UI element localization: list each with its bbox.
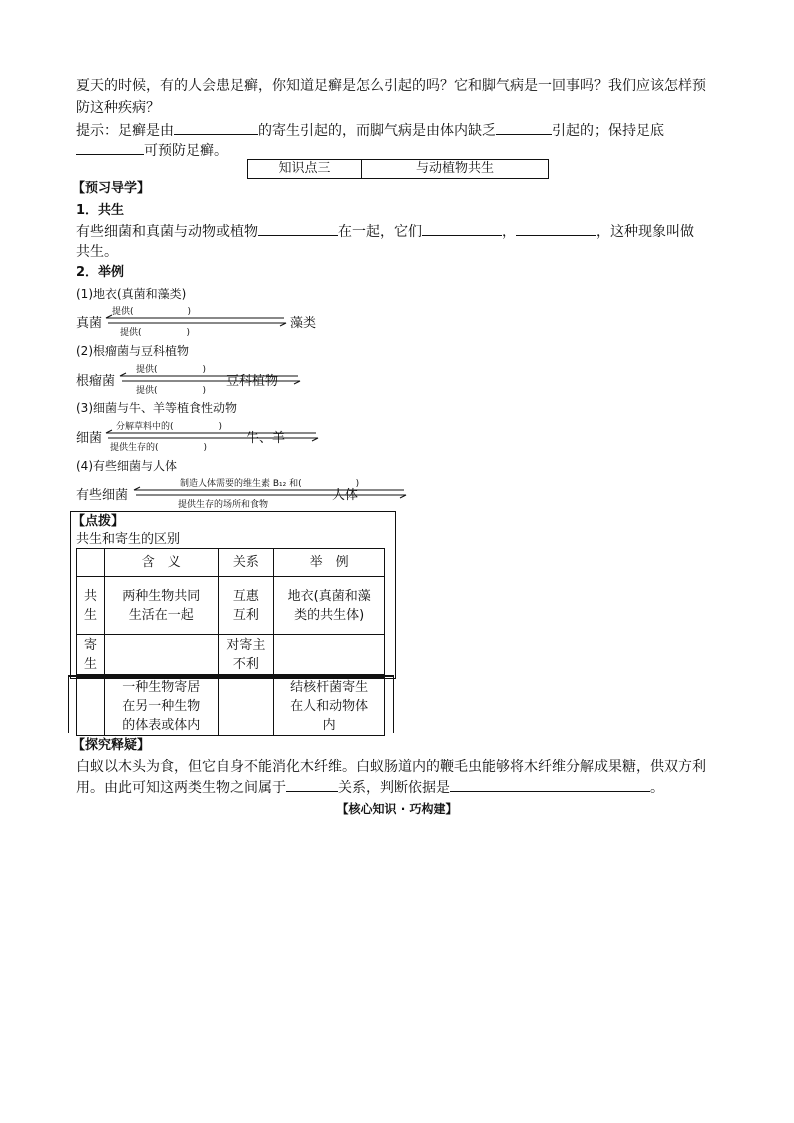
symbiosis-definition-line xyxy=(76,221,694,242)
explore-text-a: 用。由此可知这两类生物之间属于 xyxy=(76,780,286,796)
table-row xyxy=(77,678,385,736)
example4-right: 人体 xyxy=(332,488,359,503)
comparison-table-continued xyxy=(76,677,385,736)
example3-right: 牛、羊 xyxy=(246,431,286,446)
preview-heading: 【预习导学】 xyxy=(72,181,151,196)
intro-hint-line2 xyxy=(76,140,228,161)
example2-title: (2)根瘤菌与豆科植物 xyxy=(76,344,189,358)
hint-text-a: 提示：足癣是由 xyxy=(76,123,174,139)
intro-question-line1: 夏天的时候，有的人会患足癣，你知道足癣是怎么引起的吗？它和脚气病是一回事吗？我们应该怎样预 xyxy=(76,78,706,94)
answer-blank[interactable] xyxy=(496,120,552,135)
hint-text-c: 引起的；保持足底 xyxy=(552,123,664,139)
table-cell xyxy=(77,549,105,577)
answer-blank[interactable] xyxy=(174,120,258,135)
table-row xyxy=(77,577,385,635)
example2-top-label: 提供( ) xyxy=(136,365,207,375)
example1-right: 藻类 xyxy=(290,316,317,331)
example2-bottom-label: 提供( ) xyxy=(136,386,207,396)
def-text-c: ， xyxy=(502,224,516,240)
def-text-b: 在一起，它们 xyxy=(338,224,422,240)
table-cell: 互惠 互利 xyxy=(218,577,274,635)
example4-top-label: 制造人体需要的维生素 B₁₂ 和( ) xyxy=(180,479,360,489)
example4-left: 有些细菌 xyxy=(76,488,129,503)
table-row xyxy=(77,635,385,675)
example4-title: (4)有些细菌与人体 xyxy=(76,459,177,473)
example1-bottom-label: 提供( ) xyxy=(120,328,191,338)
table-cell: 两种生物共同 生活在一起 xyxy=(104,577,218,635)
table-cell xyxy=(104,635,218,675)
table-header: 含 义 xyxy=(104,549,218,577)
example3-title: (3)细菌与牛、羊等植食性动物 xyxy=(76,401,237,415)
knowledge-point-label: 知识点三 xyxy=(248,160,362,178)
explore-text-b: 关系，判断依据是 xyxy=(338,780,450,796)
intro-question-line2: 防这种疾病？ xyxy=(76,100,160,116)
table-border xyxy=(68,677,69,733)
table-header: 举 例 xyxy=(274,549,385,577)
example3-bottom-label: 提供生存的( ) xyxy=(110,443,208,453)
answer-blank[interactable] xyxy=(258,221,338,236)
example4-bottom-label: 提供生存的场所和食物 xyxy=(178,500,269,510)
table-header: 关系 xyxy=(218,549,274,577)
example1-left: 真菌 xyxy=(76,316,103,331)
table-cell: 对寄主 不利 xyxy=(218,635,274,675)
example2-diagram xyxy=(76,362,296,396)
table-border xyxy=(393,677,394,733)
explore-line2 xyxy=(76,777,664,798)
explore-line1: 白蚁以木头为食，但它自身不能消化木纤维。白蚁肠道内的鞭毛虫能够将木纤维分解成果糖，供双方利 xyxy=(76,759,706,775)
explore-heading: 【探究释疑】 xyxy=(72,738,151,753)
answer-blank[interactable] xyxy=(422,221,502,236)
answer-blank[interactable] xyxy=(76,140,144,155)
def-text-d: ，这种现象叫做 xyxy=(596,224,694,240)
example2-left: 根瘤菌 xyxy=(76,374,116,389)
tip-heading: 【点拨】 xyxy=(72,514,125,529)
answer-blank[interactable] xyxy=(286,777,338,792)
intro-hint-line xyxy=(76,120,664,141)
table-cell: 地衣(真菌和藻 类的共生体) xyxy=(274,577,385,635)
explore-text-c: 。 xyxy=(650,780,664,796)
answer-blank[interactable] xyxy=(450,777,650,792)
double-arrow-icon xyxy=(132,486,408,500)
hint-text-d: 可预防足癣。 xyxy=(144,143,228,159)
comparison-table xyxy=(76,548,385,675)
table-cell xyxy=(274,635,385,675)
table-cell xyxy=(77,678,105,736)
answer-blank[interactable] xyxy=(516,221,596,236)
knowledge-point-box xyxy=(247,159,549,179)
example3-top-label: 分解草料中的( ) xyxy=(116,422,223,432)
example3-diagram xyxy=(76,419,306,453)
example4-diagram xyxy=(76,476,366,510)
section2-title: 2．举例 xyxy=(76,265,125,280)
table-cell: 寄 生 xyxy=(77,635,105,675)
table-cell: 结核杆菌寄生 在人和动物体 内 xyxy=(274,678,385,736)
example3-left: 细菌 xyxy=(76,431,103,446)
example1-title: (1)地衣(真菌和藻类) xyxy=(76,287,187,301)
table-cell xyxy=(218,678,274,736)
def-text-a: 有些细菌和真菌与动物或植物 xyxy=(76,224,258,240)
example2-right: 豆科植物 xyxy=(226,374,279,389)
example1-diagram xyxy=(76,304,317,338)
table-cell: 一种生物寄居 在另一种生物 的体表或体内 xyxy=(104,678,218,736)
def-text-e: 共生。 xyxy=(76,244,118,260)
tip-subtitle: 共生和寄生的区别 xyxy=(76,532,181,547)
hint-text-b: 的寄生引起的，而脚气病是由体内缺乏 xyxy=(258,123,496,139)
example1-top-label: 提供( ) xyxy=(112,307,192,317)
knowledge-point-title: 与动植物共生 xyxy=(415,161,494,176)
section1-title: 1．共生 xyxy=(76,203,125,218)
table-header-row xyxy=(77,549,385,577)
core-heading: 【核心知识 · 巧构建】 xyxy=(336,802,458,816)
table-cell: 共 生 xyxy=(77,577,105,635)
